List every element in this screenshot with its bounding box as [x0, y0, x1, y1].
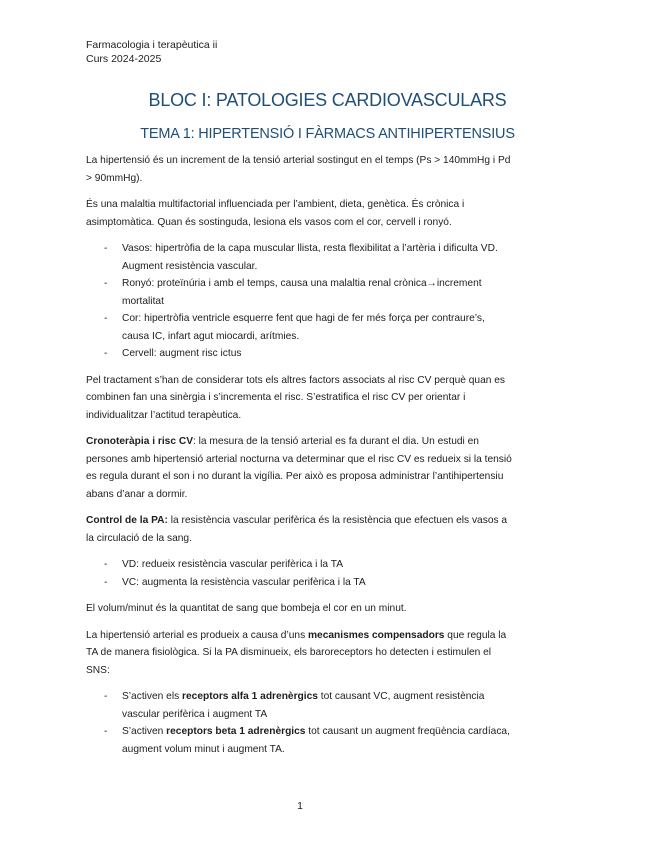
list-item	[86, 688, 514, 723]
receptor-text-b: tot causant VC, augment resistència vascular perifèrica i augment TA	[122, 691, 485, 720]
compensatory-text-b: que regula la TA de manera fisiològica. Si la PA disminueix, els baroreceptors ho detecten i estimulen el SNS:	[86, 629, 507, 676]
receptor-list	[86, 688, 514, 758]
list-item	[86, 723, 514, 758]
list-item: - VD: redueix resistència vascular perifèrica i la TA	[86, 556, 514, 574]
topic-title: TEMA 1: HIPERTENSIÓ I FÀRMACS ANTIHIPERTENSIUS	[140, 126, 515, 142]
bp-control-paragraph	[86, 512, 514, 547]
compensatory-paragraph	[86, 627, 514, 680]
bp-control-text: la resistència vascular perifèrica és la resistència que efectuen els vasos a la circulació de la sang.	[86, 515, 508, 544]
chronotherapy-text: : la mesura de la tensió arterial es fa durant el dia. Un estudi en persones amb hipertensió arterial nocturna va determinar que el risc CV es redueix si la tensió es regula durant el son i no durant la vigília. Per això es proposa administrar l’antihipertensiu abans d’anar a dormir.	[86, 436, 512, 500]
chronotherapy-heading: Cronoteràpia i risc CV	[86, 436, 193, 447]
list-item: - Cervell: augment risc ictus	[86, 345, 514, 363]
compensatory-text-a: La hipertensió arterial es produeix a causa d’uns	[86, 629, 308, 641]
receptor-term: receptors beta 1 adrenèrgics	[166, 726, 306, 737]
receptor-text-b: tot causant un augment freqüència cardíaca, augment volum minut i augment TA.	[122, 726, 510, 755]
document-body	[86, 152, 514, 767]
page-header	[86, 38, 217, 66]
block-title: BLOC I: PATOLOGIES CARDIOVASCULARS	[148, 90, 507, 110]
vascular-control-list	[86, 556, 514, 591]
bp-control-heading: Control de la PA:	[86, 515, 168, 526]
receptor-term: receptors alfa 1 adrenèrgics	[182, 691, 318, 702]
course-year: Curs 2024-2025	[86, 53, 162, 65]
compensatory-term: mecanismes compensadors	[308, 629, 445, 641]
list-item: - Cor: hipertròfia ventricle esquerre fent que hagi de fer més força per contraure’s, causa IC, infart agut miocardi, arítmies.	[86, 310, 514, 345]
definition-paragraph: La hipertensió és un increment de la tensió arterial sostingut en el temps (Ps > 140mmHg i Pd > 90mmHg).	[86, 155, 511, 184]
chronotherapy-paragraph	[86, 433, 514, 503]
organ-damage-list	[86, 240, 514, 363]
description-paragraph: És una malaltia multifactorial influenciada per l’ambient, dieta, genètica. És crònica i asimptomàtica. Quan és sostinguda, lesiona els vasos com el cor, cervell i ronyó.	[86, 199, 465, 228]
page-number: 1	[297, 800, 303, 812]
course-name: Farmacologia i terapèutica ii	[86, 39, 218, 51]
list-item: - Ronyó: proteïnúria i amb el temps, causa una malaltia renal crònica→increment mortalitat	[86, 275, 514, 310]
receptor-text-a: S’activen	[122, 726, 167, 737]
list-item: - VC: augmenta la resistència vascular perifèrica i la TA	[86, 574, 514, 592]
volume-minute-paragraph: El volum/minut és la quantitat de sang que bombeja el cor en un minut.	[86, 603, 407, 614]
list-item: - Vasos: hipertròfia de la capa muscular llista, resta flexibilitat a l’artèria i dificulta VD. Augment resistència vascular.	[86, 240, 514, 275]
receptor-text-a: S’activen els	[122, 691, 183, 702]
treatment-paragraph: Pel tractament s’han de considerar tots els altres factors associats al risc CV perquè quan es combinen fan una sinèrgia i s’incrementa el risc. S’estratifica el risc CV per orientar i individualitzar l’actitud terapèutica.	[86, 374, 506, 421]
